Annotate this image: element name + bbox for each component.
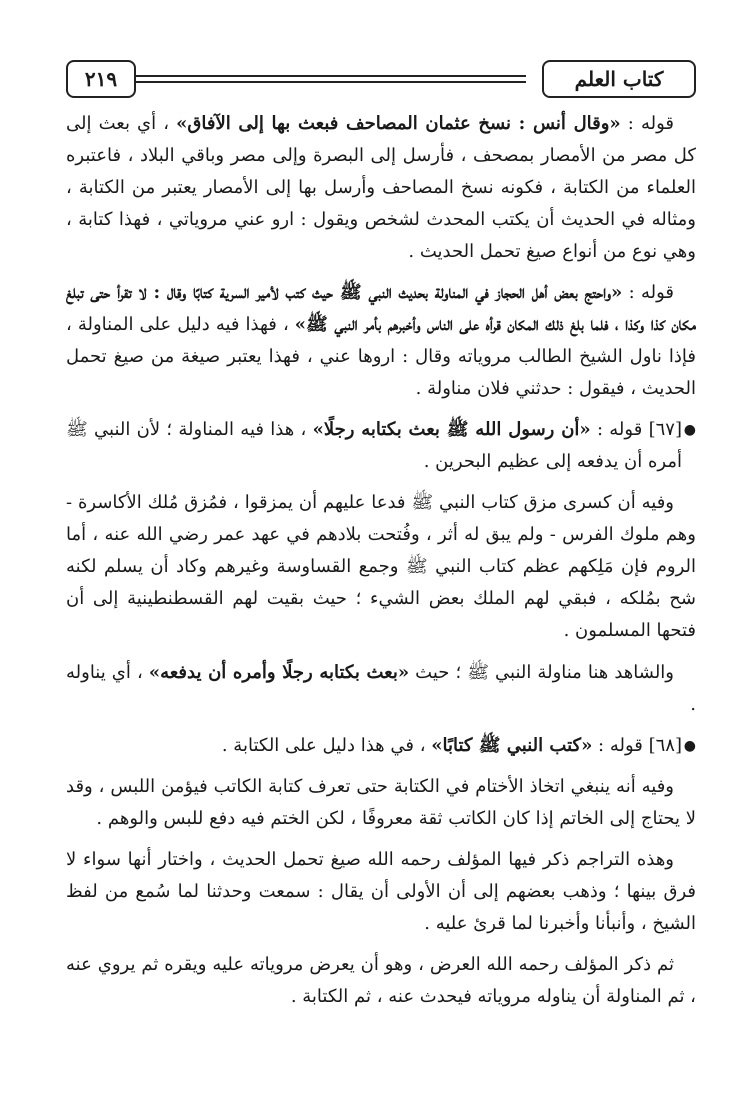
quoted-text: «بعث بكتابه رجلًا وأمره أن يدفعه»: [148, 661, 410, 683]
body-text: ، فهذا فيه دليل على المناولة ، فإذا ناول الشيخ الطالب مروياته وقال : اروها عني ، فهذا يعتبر صيغة من صيغ تحمل الحديث ، فيقول : حدثني فلان مناولة .: [66, 314, 696, 400]
page-header: [66, 58, 696, 98]
paragraph: [66, 657, 696, 721]
body-text: ثم ذكر المؤلف رحمه الله العرض ، وهو أن يعرض مروياته عليه ويقره ثم يروي عنه ، ثم المناولة أن يناوله مروياته فيحدث عنه ، ثم الكتابة .: [66, 953, 696, 1007]
body-text: ، في هذا دليل على الكتابة .: [221, 734, 432, 756]
bullet-icon: ●: [683, 737, 696, 754]
paragraph: [66, 844, 696, 940]
body-text: ، أي بعث إلى كل مصر من الأمصار بمصحف ، فأرسل إلى البصرة وإلى مصر وباقي البلاد ، فاعتبره العلماء من الكتابة ، فكونه نسخ المصاحف وأرسل بها إلى الأمصار يعتبر من الكتابة ، ومثاله في الحديث أن يكتب المحدث لشخص ويقول : ارو عني مروياتي ، فهذا كتابة ، وهي نوع من أنواع صيغ تحمل الحديث .: [66, 113, 696, 263]
chapter-title: كتاب العلم: [542, 60, 696, 98]
body-text: [٦٧] قوله :: [590, 419, 682, 441]
quoted-text: «وقال أنس : نسخ عثمان المصاحف فبعث بها إلى الآفاق»: [176, 113, 621, 134]
quoted-text: «واحتج بعض أهل الحجاز في المناولة بحديث النبي ﷺ حيث كتب لأمير السرية كتابًا وقال : لا تقرأ حتى تبلغ مكان كذا وكذا ، فلما بلغ ذلك المكان قرأه على الناس وأخبرهم بأمر النبي ﷺ»: [66, 282, 696, 336]
bullet-item: [66, 730, 696, 762]
body-text: والشاهد هنا مناولة النبي ﷺ ؛ حيث: [409, 661, 674, 683]
body-text: [٦٨] قوله :: [592, 734, 682, 756]
quoted-text: «كتب النبي ﷺ كتابًا»: [431, 734, 593, 756]
body-text: وفيه أن كسرى مزق كتاب النبي ﷺ فدعا عليهم أن يمزقوا ، فمُزق مُلك الأكاسرة - وهم ملوك الفرس - ولم يبق له أثر ، وفُتحت بلادهم في عهد عمر رضي الله عنه ، أما الروم فإن مَلِكهم عظم كتاب النبي ﷺ وجمع القساوسة وغيرهم وكاد أن يسلم لكنه شح بمُلكه ، فبقي لهم الملك بعض الشيء ؛ حيث بقيت لهم القسطنطينية إلى أن فتحها المسلمون .: [66, 492, 696, 642]
paragraph: [66, 949, 696, 1013]
body-text: قوله :: [622, 282, 675, 304]
page-number: ٢١٩: [66, 60, 136, 98]
page-body: [66, 108, 696, 1088]
header-rule: [136, 81, 526, 83]
body-text: ، أي يناوله .: [66, 661, 696, 715]
body-text: ، هذا فيه المناولة ؛ لأن النبي ﷺ أمره أن يدفعه إلى عظيم البحرين .: [66, 419, 682, 473]
body-text: وهذه التراجم ذكر فيها المؤلف رحمه الله صيغ تحمل الحديث ، واختار أنها سواء لا فرق بينها ؛ وذهب بعضهم إلى أن الأولى أن يقال : سمعت وحدثنا لما سُمع من لفظ الشيخ ، وأنبأنا وأخبرنا لما قرئ عليه .: [66, 848, 696, 934]
paragraph: [66, 730, 682, 762]
bullet-icon: ●: [683, 422, 696, 439]
paragraph: [66, 414, 682, 478]
paragraph: [66, 487, 696, 647]
body-text: قوله :: [620, 113, 674, 134]
paragraph: [66, 771, 696, 835]
quoted-text: «أن رسول الله ﷺ بعث بكتابه رجلًا»: [312, 419, 591, 441]
paragraph: [66, 277, 696, 405]
header-rule: [136, 75, 526, 77]
paragraph: [66, 108, 696, 268]
bullet-item: [66, 414, 696, 478]
body-text: وفيه أنه ينبغي اتخاذ الأختام في الكتابة حتى تعرف كتابة الكاتب فيؤمن اللبس ، وقد لا يحتاج إلى الخاتم إذا كان الكاتب ثقة معروفًا ، لكن الختم فيه دفع للبس والوهم .: [66, 775, 696, 829]
